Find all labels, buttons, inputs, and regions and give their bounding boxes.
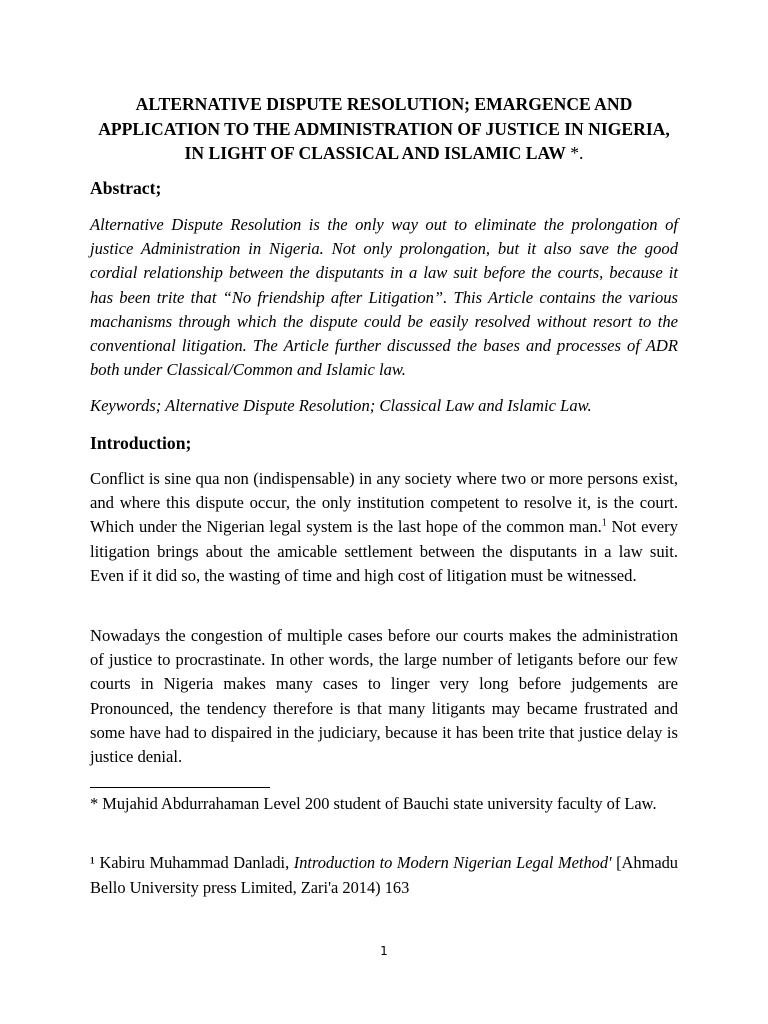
intro-p1-part-a: Conflict is sine qua non (indispensable) in any society where two or more persons exist, and where this dispute occur, the only institution competent to resolve it, is the court. Which under the Nigerian legal system is the last hope of the common man.: [90, 469, 678, 537]
page-number: 1: [380, 944, 388, 958]
footnote-1-author: Kabiru Muhammad Danladi,: [94, 853, 294, 872]
intro-p1-part-b: Not every litigation brings about the amicable settlement between the disputants in a law suit. Even if it did so, the wasting of time and high cost of litigation must be witnessed.: [90, 517, 678, 585]
footnote-author: * Mujahid Abdurrahaman Level 200 student of Bauchi state university faculty of Law.: [90, 794, 657, 813]
title-line-2: APPLICATION TO THE ADMINISTRATION OF JUSTICE IN NIGERIA,: [98, 118, 670, 139]
abstract-text: Alternative Dispute Resolution is the only way out to eliminate the prolongation of justice Administration in Nigeria. Not only prolongation, but it also save the good cordial relationship between the disputants in a law suit before the courts, because it has been trite that “No friendship after Litigation”. This Article contains the various machanisms through which the dispute could be easily resolved without resort to the conventional litigation. The Article further discussed the bases and processes of ADR both under Classical/Common and Islamic law.: [90, 215, 678, 380]
title-line-3-text: IN LIGHT OF CLASSICAL AND ISLAMIC LAW: [184, 143, 566, 163]
footnote-1-mark: ¹: [90, 853, 95, 872]
title-line-1: ALTERNATIVE DISPUTE RESOLUTION; EMARGENCE AND: [135, 94, 633, 114]
intro-paragraph-1: [90, 467, 678, 588]
keywords: Keywords; Alternative Dispute Resolution; Classical Law and Islamic Law.: [90, 396, 592, 415]
footnote-1-title: Introduction to Modern Nigerian Legal Method': [293, 853, 612, 872]
abstract-heading: Abstract;: [90, 178, 162, 198]
intro-paragraph-2: Nowadays the congestion of multiple cases before our courts makes the administration of justice to procrastinate. In other words, the large number of letigants before our few courts in Nigeria makes many cases to linger very long before judgements are Pronounced, the tendency therefore is that many litigants may became frustrated and some have had to dispaired in the judiciary, because it has been trite that justice delay is justice denial.: [90, 626, 678, 767]
title-footnote-mark: *.: [565, 143, 584, 163]
footnote-divider: [90, 787, 270, 788]
paper-title: [70, 92, 698, 166]
footnote-ref-1[interactable]: 1: [601, 517, 607, 529]
title-line-3: [70, 141, 698, 166]
footnote-1: [90, 850, 678, 900]
introduction-heading: Introduction;: [90, 433, 192, 453]
footnote-1-publisher: [Ahmadu Bello University press Limited, Zari'a 2014) 163: [90, 853, 678, 897]
